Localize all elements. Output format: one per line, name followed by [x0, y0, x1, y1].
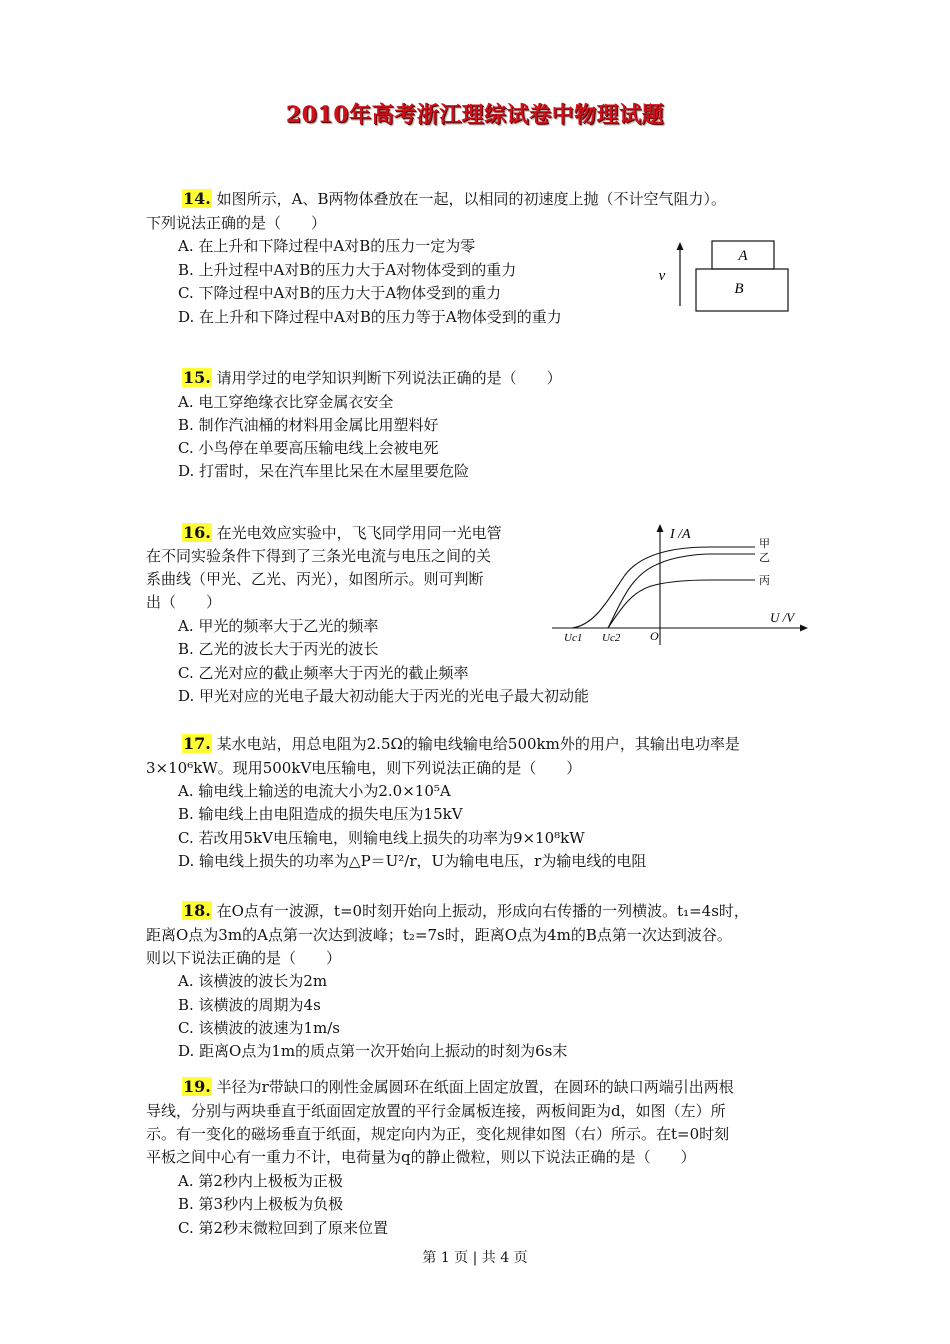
q18-stem-text3: 则以下说法正确的是（ ）: [146, 949, 342, 967]
y-axis-label: I /A: [670, 527, 691, 542]
q17-option-c: C. 若改用5kV电压输电，则输电线上损失的功率为9×10⁸kW: [178, 829, 585, 847]
q15-option-d: D. 打雷时，呆在汽车里比呆在木屋里要危险: [178, 462, 470, 480]
q14-stem-text2: 下列说法正确的是（ ）: [146, 214, 327, 232]
q19-option-a: A. 第2秒内上极板为正极: [178, 1172, 343, 1190]
q17-number: 17.: [183, 734, 211, 753]
curve-jia-label: 甲: [759, 538, 770, 550]
q15-number: 15.: [183, 368, 211, 387]
q16-option-d: D. 甲光对应的光电子最大初动能大于丙光的光电子最大初动能: [178, 687, 590, 705]
page-footer: 第 1 页 | 共 4 页: [422, 1250, 528, 1266]
q18-option-d: D. 距离O点为1m的质点第一次开始向上振动的时刻为6s末: [178, 1042, 568, 1060]
q19-stem-text1: 半径为r带缺口的刚性金属圆环在纸面上固定放置，在圆环的缺口两端引出两根: [216, 1078, 734, 1096]
q16-stem-text3: 系曲线（甲光、乙光、丙光），如图所示。则可判断: [146, 570, 484, 588]
origin-label: O: [650, 629, 659, 643]
q18-number: 18.: [183, 901, 211, 920]
velocity-label: v: [658, 268, 666, 284]
q17-option-b: B. 输电线上由电阻造成的损失电压为15kV: [178, 805, 463, 823]
q14-blocks-figure: [650, 236, 800, 316]
q18-option-b: B. 该横波的周期为4s: [178, 996, 321, 1014]
q17-stem-text2: 3×10⁶kW。现用500kV电压输电，则下列说法正确的是（ ）: [146, 759, 582, 777]
q14-option-b: B. 上升过程中A对B的压力大于A对物体受到的重力: [178, 261, 517, 279]
q19-stem-text4: 平板之间中心有一重力不计，电荷量为q的静止微粒，则以下说法正确的是（ ）: [146, 1148, 696, 1166]
q17-option-d: D. 输电线上损失的功率为△P＝U²/r，U为输电电压，r为输电线的电阻: [178, 852, 647, 870]
q14-option-a: A. 在上升和下降过程中A对B的压力一定为零: [178, 237, 476, 255]
q15-option-a: A. 电工穿绝缘衣比穿金属衣安全: [178, 393, 394, 411]
q19-number: 19.: [183, 1077, 211, 1096]
q16-option-c: C. 乙光对应的截止频率大于丙光的截止频率: [178, 664, 469, 682]
x-axis-arrow-icon: [800, 625, 808, 632]
q18-option-a: A. 该横波的波长为2m: [178, 972, 328, 990]
uc1-label: Uc1: [564, 632, 583, 644]
q17-option-a: A. 输电线上输送的电流大小为2.0×10⁵A: [178, 782, 451, 800]
q14-stem-text1: 如图所示，A、B两物体叠放在一起，以相同的初速度上抛（不计空气阻力）。: [216, 190, 726, 208]
q14-stem-line1: [182, 188, 726, 210]
curve-yi-label: 乙: [759, 552, 770, 564]
q14-number: 14.: [183, 189, 211, 208]
x-axis-label: U /V: [770, 610, 795, 625]
q15-option-b: B. 制作汽油桶的材料用金属比用塑料好: [178, 416, 439, 434]
q16-iv-curve-figure: [550, 520, 810, 650]
q19-stem-line1: [182, 1076, 734, 1098]
q14-option-c: C. 下降过程中A对B的压力大于A物体受到的重力: [178, 284, 502, 302]
q19-option-c: C. 第2秒末微粒回到了原来位置: [178, 1219, 389, 1237]
curve-yi: [608, 554, 755, 628]
q14-option-d: D. 在上升和下降过程中A对B的压力等于A物体受到的重力: [178, 308, 562, 326]
q15-stem-text1: 请用学过的电学知识判断下列说法正确的是（ ）: [216, 369, 562, 387]
q17-stem-line1: [182, 733, 740, 755]
q15-option-c: C. 小鸟停在单要高压输电线上会被电死: [178, 439, 439, 457]
y-axis-arrow-icon: [657, 524, 664, 532]
q18-option-c: C. 该横波的波速为1m/s: [178, 1019, 340, 1037]
uc2-label: Uc2: [602, 632, 621, 644]
q19-stem-text3: 示。有一变化的磁场垂直于纸面，规定向内为正，变化规律如图（右）所示。在t=0时刻: [146, 1125, 730, 1143]
q17-stem-text1: 某水电站，用总电阻为2.5Ω的输电线输电给500km外的用户，其输出电功率是: [216, 735, 740, 753]
block-b-label: B: [734, 281, 744, 297]
q18-stem-line1: [182, 900, 749, 922]
q16-option-b: B. 乙光的波长大于丙光的波长: [178, 640, 379, 658]
q16-number: 16.: [183, 523, 211, 542]
q18-stem-text2: 距离O点为3m的A点第一次达到波峰；t₂=7s时，距离O点为4m的B点第一次达到波谷。: [146, 926, 732, 944]
page-title: 2010年高考浙江理综试卷中物理试题: [285, 102, 665, 128]
q16-stem-text2: 在不同实验条件下得到了三条光电流与电压之间的关: [146, 547, 492, 565]
q19-option-b: B. 第3秒内上极板为负极: [178, 1195, 344, 1213]
q19-stem-text2: 导线，分别与两块垂直于纸面固定放置的平行金属板连接，两板间距为d，如图（左）所: [146, 1102, 726, 1120]
q15-stem-line1: [182, 367, 562, 389]
q18-stem-text1: 在O点有一波源，t=0时刻开始向上振动，形成向右传播的一列横波。t₁=4s时，: [216, 902, 749, 920]
q16-stem-line1: [182, 522, 502, 544]
block-a-label: A: [738, 248, 748, 264]
arrow-head-icon: [677, 242, 684, 250]
curve-jia: [572, 547, 755, 628]
q16-stem-text1: 在光电效应实验中，飞飞同学用同一光电管: [216, 524, 502, 542]
q16-option-a: A. 甲光的频率大于乙光的频率: [178, 617, 379, 635]
curve-bing-label: 丙: [759, 575, 770, 587]
q16-stem-text4: 出（ ）: [146, 593, 222, 611]
